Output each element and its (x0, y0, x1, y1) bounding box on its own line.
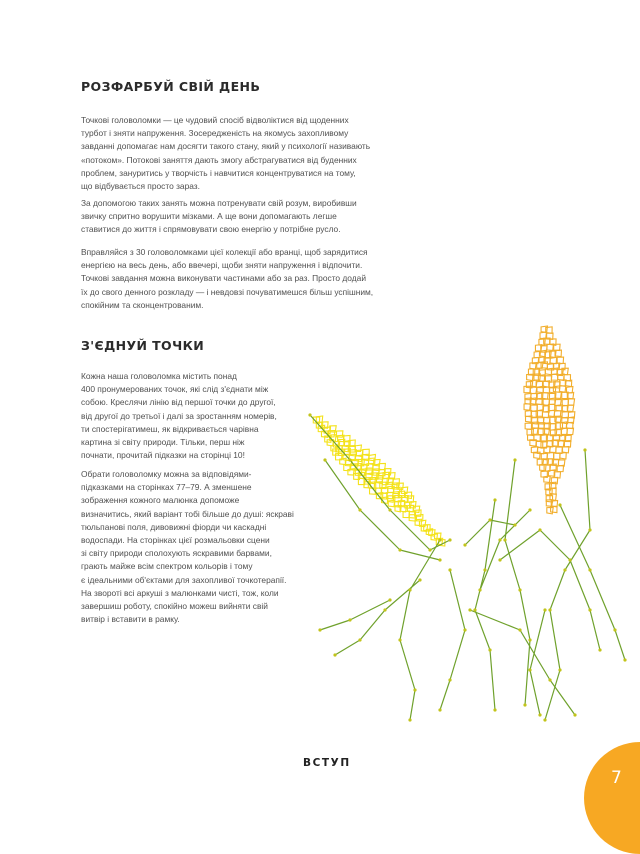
dot-marker (333, 653, 336, 656)
dot-marker (383, 608, 386, 611)
dot-marker (463, 543, 466, 546)
text-line: їх до свого денного розкладу — і невдовзі почуватимешся більш успішним, (81, 286, 374, 297)
text-line: тюльпанові поля, дивовижні фіорди чи каскадні (81, 521, 267, 532)
kernel-shape (532, 428, 538, 434)
dot-marker (438, 708, 441, 711)
text-line: звичку спритно ворушити мізками. А ще вони допомагають легше (81, 211, 337, 222)
text-line: Вправляйся з 30 головоломками цієї колекції або вранці, щоб зарядитися (81, 247, 368, 257)
section-title-connect-dots: З'ЄДНУЙ ТОЧКИ (81, 338, 205, 353)
kernel-shape (557, 357, 563, 363)
dot-marker (528, 508, 531, 511)
dot-marker (438, 538, 441, 541)
dot-marker (398, 638, 401, 641)
text-line: картина зі світу природи. Тільки, перш ніж (81, 437, 245, 448)
text-line: Точкові завдання можна виконувати частинами або за раз. Просто додай (81, 273, 366, 284)
corn-illustration (290, 310, 635, 730)
dot-marker (588, 568, 591, 571)
text-line: водоспади. На сторінках цієї розмальовки сцени (81, 535, 270, 546)
text-line: завданні допомагає нам досягти такого стану, який у психології називають (81, 141, 371, 152)
yellow-corn-cob (313, 416, 445, 546)
dot-marker (588, 528, 591, 531)
leaf-line (335, 580, 420, 655)
text-line: собою. Креслячи лінію від першої точки до другої, (81, 397, 276, 408)
dot-marker (388, 598, 391, 601)
leaf-line (440, 570, 465, 710)
dot-marker (583, 448, 586, 451)
dot-marker (448, 568, 451, 571)
kernel-shape (525, 423, 531, 429)
leaf-line (500, 530, 600, 650)
intro-paragraph-3 (81, 246, 401, 312)
dot-marker (503, 538, 506, 541)
dot-marker (528, 638, 531, 641)
text-line: витвір і вставити в рамку. (81, 614, 180, 625)
dot-marker (513, 458, 516, 461)
leaf-line (505, 460, 530, 705)
text-line: Обрати головоломку можна за відповідями- (81, 469, 252, 479)
dot-marker (493, 708, 496, 711)
dot-marker (413, 688, 416, 691)
text-line: енергією на весь день, або ввечері, щоби зняти напруження і відпочити. (81, 260, 363, 271)
text-line: За допомогою таких занять можна потренувати свій розум, виробивши (81, 198, 357, 208)
text-line: ставитися до життя і спрямовувати свою енергію у потрібне русло. (81, 224, 341, 235)
leaf-line (400, 540, 440, 720)
kernel-shape (545, 368, 551, 374)
dot-marker (498, 538, 501, 541)
dot-marker (428, 548, 431, 551)
orange-corn-cob (524, 326, 575, 514)
dot-marker (573, 713, 576, 716)
dot-marker (468, 608, 471, 611)
text-line: є ідеальними об'єктами для захопливої точкотерапії. (81, 574, 287, 585)
leaf-line (320, 600, 390, 630)
dot-marker (308, 413, 311, 416)
text-line: проблем, зануритись у творчість і навчитися концентруватися на тому, (81, 167, 356, 178)
text-line: Кожна наша головоломка містить понад (81, 371, 237, 381)
text-line: На звороті всі аркуші з малюнками чисті, тож, коли (81, 587, 279, 598)
kernel-shape (547, 507, 553, 513)
text-line: 400 пронумерованих точок, які слід з'єднати між (81, 384, 269, 395)
kernel-shape (553, 386, 559, 392)
dot-marker (538, 528, 541, 531)
kernel-shape (560, 453, 566, 459)
text-line: Точкові головоломки — це чудовий спосіб відволіктися від щоденних (81, 115, 349, 125)
leaf-line (530, 610, 545, 715)
kernel-shape (560, 422, 566, 428)
dot-marker (318, 628, 321, 631)
dot-marker (358, 638, 361, 641)
kernel-shape (550, 357, 556, 363)
dot-marker (448, 678, 451, 681)
kernel-shape (561, 428, 567, 434)
leaf-line (560, 505, 625, 660)
text-line: від другої до третьої і далі за зростанням номерів, (81, 410, 277, 421)
dot-marker (478, 588, 481, 591)
dot-marker (483, 568, 486, 571)
text-line: зображення кожного малюнка допоможе (81, 495, 240, 506)
dot-marker (548, 678, 551, 681)
dot-marker (358, 508, 361, 511)
dot-marker (408, 718, 411, 721)
dot-marker (498, 558, 501, 561)
dot-marker (408, 588, 411, 591)
text-line: що відбувається просто зараз. (81, 181, 200, 192)
dot-marker (488, 648, 491, 651)
dot-marker (588, 608, 591, 611)
dot-marker (563, 568, 566, 571)
kernel-shape (550, 446, 556, 452)
dot-marker (558, 668, 561, 671)
dot-marker (558, 503, 561, 506)
dot-marker (543, 718, 546, 721)
kernel-shape (554, 453, 560, 459)
text-line: спокійним та сконцентрованим. (81, 299, 204, 310)
dot-marker (323, 458, 326, 461)
intro-paragraph-2 (81, 197, 401, 237)
dot-marker (448, 538, 451, 541)
dot-marker (348, 618, 351, 621)
text-line: ти спостерігатимеш, як відкривається чарівна (81, 423, 259, 434)
dot-marker (543, 608, 546, 611)
dot-marker (488, 518, 491, 521)
page-number: 7 (611, 768, 622, 788)
dot-marker (513, 523, 516, 526)
text-line: турбот і зняти напруження. Зосередженість на якомусь захопливому (81, 128, 349, 139)
dot-marker (473, 608, 476, 611)
dot-marker (613, 628, 616, 631)
dot-marker (523, 703, 526, 706)
text-line: почнати, прочитай підказки на сторінці 10! (81, 450, 245, 461)
dot-marker (528, 668, 531, 671)
dot-marker (493, 498, 496, 501)
text-line: «потоком». Потокові заняття дають змогу абстрагуватися від буденних (81, 154, 357, 165)
text-line: підказками на сторінках 77–79. А зменшене (81, 482, 252, 493)
section-title-color-your-day: РОЗФАРБУЙ СВІЙ ДЕНЬ (81, 79, 261, 94)
dot-marker (418, 578, 421, 581)
text-line: грають майже всім спектром кольорів і тому (81, 561, 253, 572)
dot-marker (438, 558, 441, 561)
section-footer-label: ВСТУП (303, 757, 351, 769)
dot-marker (598, 648, 601, 651)
kernel-shape (403, 511, 409, 517)
dot-marker (538, 713, 541, 716)
dot-marker (568, 558, 571, 561)
kernel-shape (415, 519, 421, 525)
text-line: зі світу природи сполохують яскравими барвами, (81, 548, 272, 559)
connect-paragraph-1 (81, 370, 321, 462)
dot-marker (623, 658, 626, 661)
text-line: завершиш роботу, спокійно можеш вийняти свій (81, 601, 268, 612)
dot-marker (388, 508, 391, 511)
kernel-shape (568, 399, 574, 405)
dot-marker (518, 628, 521, 631)
intro-paragraph-1 (81, 114, 401, 193)
text-line: визначитись, який варіант тобі більше до душі: яскраві (81, 508, 294, 519)
page-number-tab (584, 742, 640, 854)
dot-marker (548, 608, 551, 611)
dot-marker (398, 548, 401, 551)
dot-marker (348, 458, 351, 461)
connect-paragraph-2 (81, 468, 321, 626)
dot-marker (463, 628, 466, 631)
dot-marker (518, 588, 521, 591)
